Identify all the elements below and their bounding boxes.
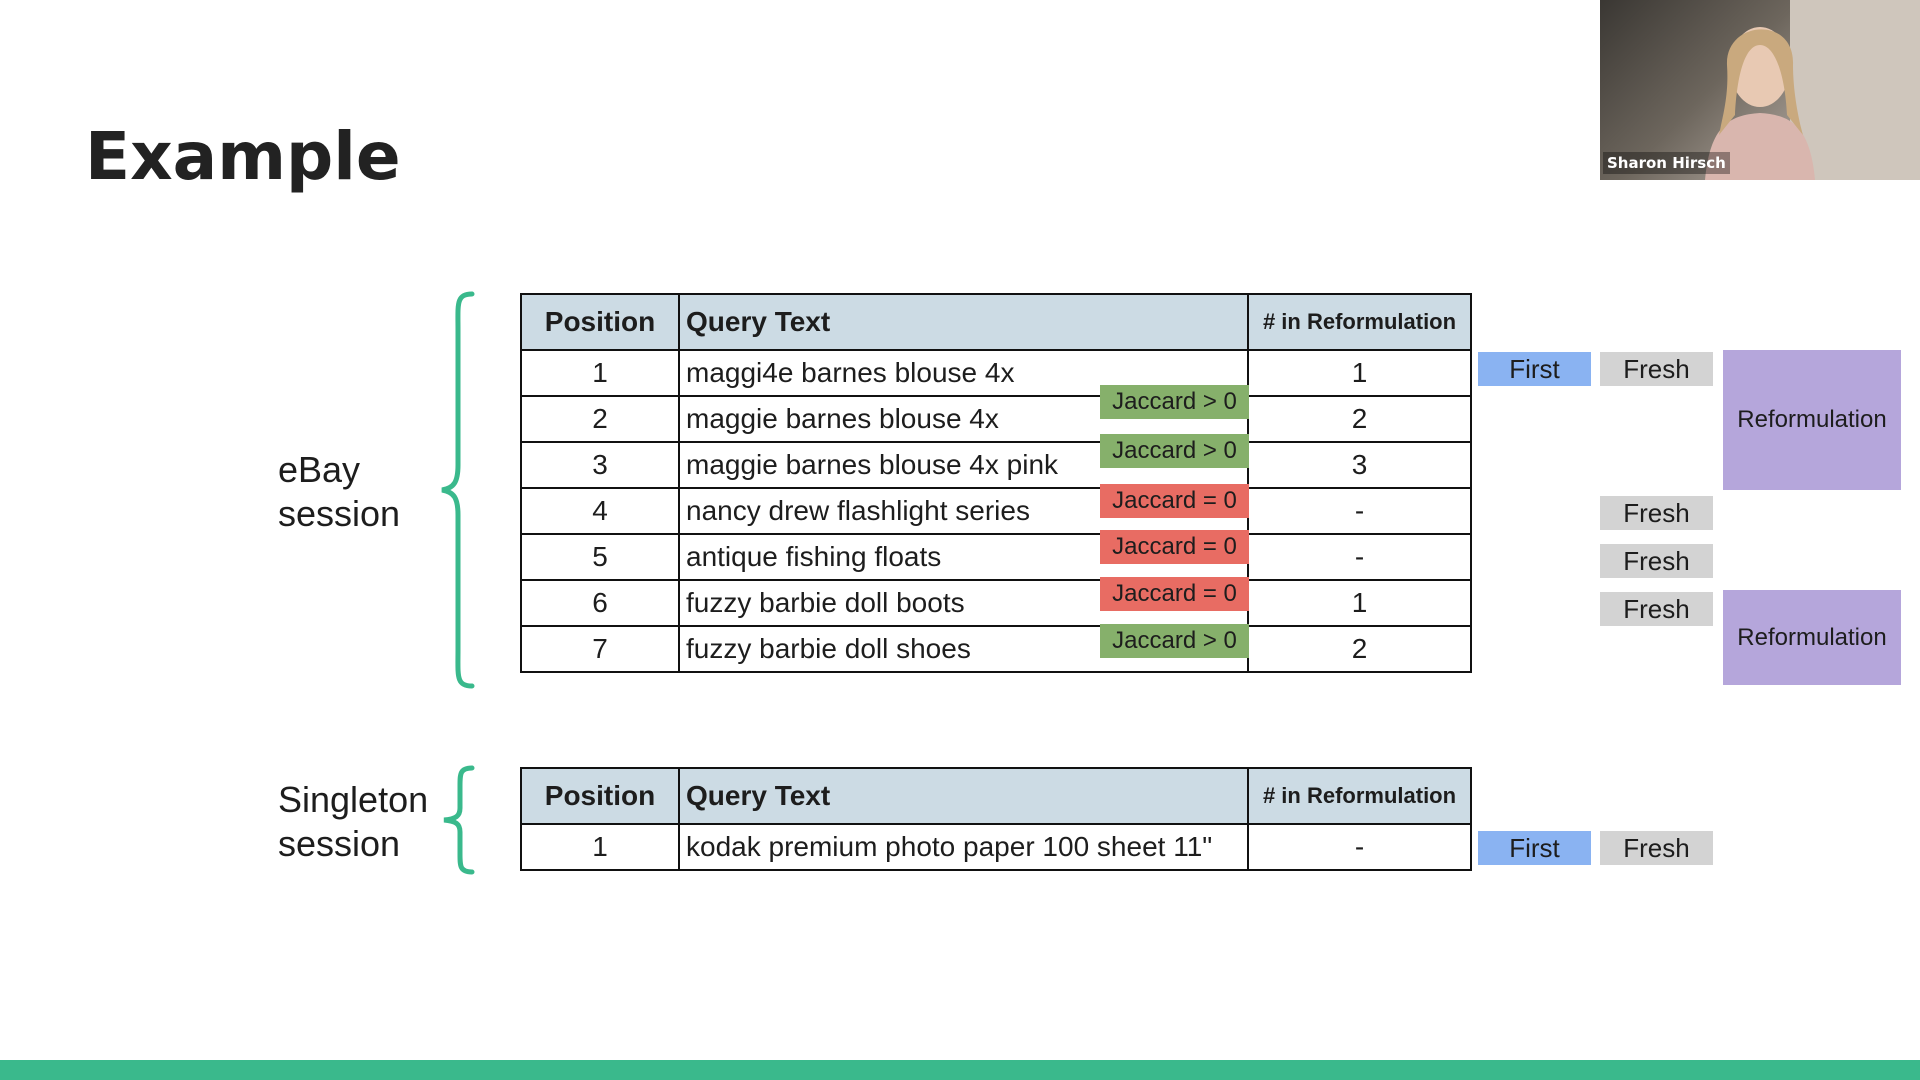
row-position: 1 [521,824,679,870]
table-header-row [521,294,1471,350]
fresh-tag: Fresh [1600,496,1713,530]
ebay-session-label [278,448,400,536]
singleton-session-label [278,778,428,866]
table-row [521,626,1471,672]
reformulation-tag: Reformulation [1723,590,1901,685]
table-row [521,396,1471,442]
jaccard-tag: Jaccard = 0 [1100,530,1249,564]
singleton-query-table [520,767,1472,871]
row-position: 5 [521,534,679,580]
row-reformulation-index: 1 [1248,350,1471,396]
table-header-row [521,768,1471,824]
row-position: 3 [521,442,679,488]
fresh-tag: Fresh [1600,352,1713,386]
header-position: Position [521,768,679,824]
header-query-text: Query Text [679,294,1248,350]
row-query-text: maggie barnes blouse 4x [679,396,1248,442]
ebay-brace-icon [438,290,478,690]
row-query-text: maggie barnes blouse 4x pink [679,442,1248,488]
first-tag: First [1478,831,1591,865]
row-reformulation-index: - [1248,824,1471,870]
table-row [521,488,1471,534]
header-in-reformulation: # in Reformulation [1248,294,1471,350]
fresh-tag: Fresh [1600,592,1713,626]
row-query-text: fuzzy barbie doll shoes [679,626,1248,672]
row-position: 2 [521,396,679,442]
table-row [521,534,1471,580]
row-position: 1 [521,350,679,396]
participant-video[interactable] [1600,0,1920,180]
row-query-text: maggi4e barnes blouse 4x [679,350,1248,396]
singleton-label-line1: Singleton [278,779,429,820]
table-row [521,350,1471,396]
header-position: Position [521,294,679,350]
row-query-text: fuzzy barbie doll boots [679,580,1248,626]
row-reformulation-index: 1 [1248,580,1471,626]
header-in-reformulation: # in Reformulation [1248,768,1471,824]
jaccard-tag: Jaccard > 0 [1100,434,1249,468]
jaccard-tag: Jaccard = 0 [1100,577,1249,611]
fresh-tag: Fresh [1600,544,1713,578]
bottom-accent-bar [0,1060,1920,1080]
ebay-label-line2: session [278,493,401,534]
first-tag: First [1478,352,1591,386]
table-row [521,824,1471,870]
row-position: 7 [521,626,679,672]
ebay-label-line1: eBay [278,449,361,490]
table-row [521,580,1471,626]
participant-name: Sharon Hirsch [1603,152,1730,174]
row-position: 4 [521,488,679,534]
row-reformulation-index: 2 [1248,396,1471,442]
header-query-text: Query Text [679,768,1248,824]
row-reformulation-index: - [1248,534,1471,580]
singleton-brace-icon [440,764,478,876]
table-row [521,442,1471,488]
singleton-label-line2: session [278,823,401,864]
jaccard-tag: Jaccard > 0 [1100,385,1249,419]
row-position: 6 [521,580,679,626]
row-reformulation-index: 2 [1248,626,1471,672]
slide-title: Example [85,118,401,195]
row-query-text: kodak premium photo paper 100 sheet 11" [679,824,1248,870]
jaccard-tag: Jaccard = 0 [1100,484,1249,518]
row-reformulation-index: - [1248,488,1471,534]
ebay-query-table [520,293,1472,673]
reformulation-tag: Reformulation [1723,350,1901,490]
row-query-text: antique fishing floats [679,534,1248,580]
jaccard-tag: Jaccard > 0 [1100,624,1249,658]
row-query-text: nancy drew flashlight series [679,488,1248,534]
row-reformulation-index: 3 [1248,442,1471,488]
fresh-tag: Fresh [1600,831,1713,865]
